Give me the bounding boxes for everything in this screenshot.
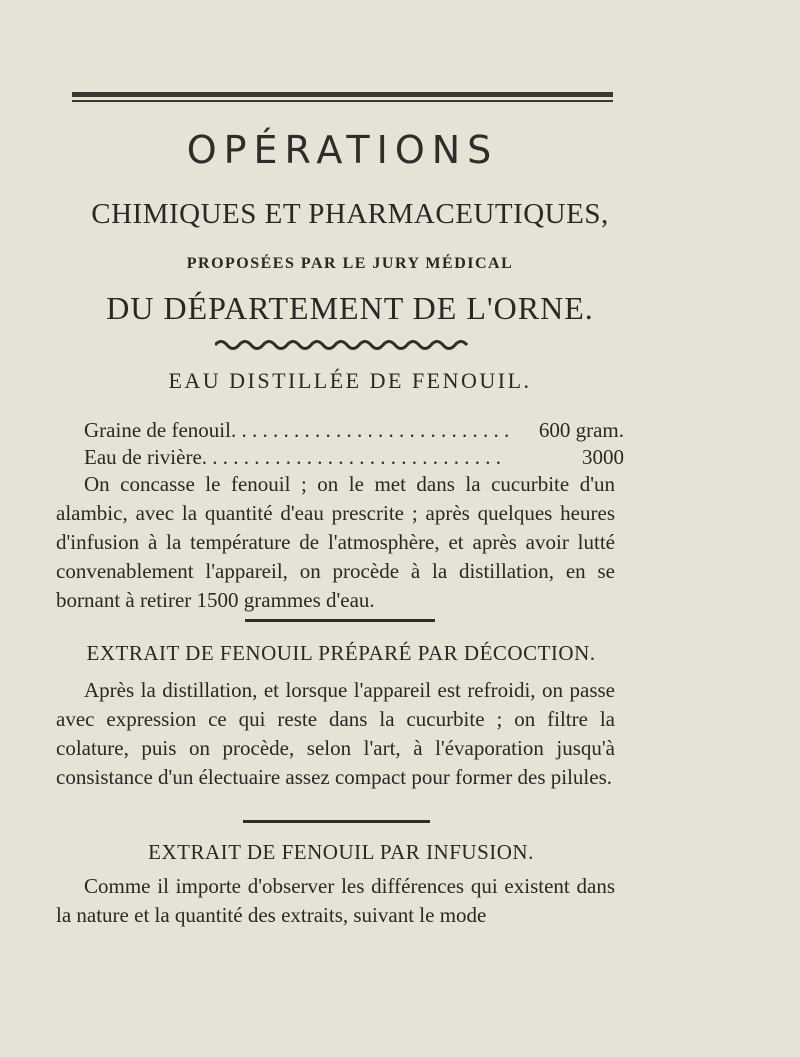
ingredient-quantity: 600 gram. [535,418,624,443]
main-title: OPÉRATIONS [186,128,499,172]
ingredient-quantity: 3000 [578,445,624,470]
section-heading-eau-distillee: EAU DISTILLÉE DE FENOUIL. [168,368,532,393]
top-thin-rule [72,100,613,102]
top-double-rule [72,92,613,97]
subtitle: CHIMIQUES ET PHARMACEUTIQUES, [91,198,609,230]
section2-paragraph: Après la distillation, et lorsque l'appareil est refroidi, on passe avec expression ce qui reste dans la cucurbite ; on filtre la colature, puis on procède, selon l'art, à l'évaporation jusqu'à consistance d'un électuaire assez compact pour former des pilules. [56,678,615,789]
leader-dots: . . . . . . . . . . . . . . . . . . . . . . . . . . . . [212,445,502,469]
ingredient-name: Graine de fenouil. [84,418,237,442]
ingredient-row [84,418,624,443]
section-heading-infusion: EXTRAIT DE FENOUIL PAR INFUSION. [148,840,534,864]
section3-paragraph: Comme il importe d'observer les différences qui existent dans la nature et la quantité des extraits, suivant le mode [56,874,615,927]
leader-dots: . . . . . . . . . . . . . . . . . . . . . . . . . . [241,418,510,442]
ingredient-row [84,445,624,470]
proposed-by-line: PROPOSÉES PAR LE JURY MÉDICAL [186,255,514,272]
ornament-divider [215,338,470,352]
department-line: DU DÉPARTEMENT DE L'ORNE. [106,290,594,326]
section-separator [243,820,430,823]
ingredient-name: Eau de rivière. [84,445,208,469]
section1-paragraph: On concasse le fenouil ; on le met dans la cucurbite d'un alambic, avec la quantité d'eau prescrite ; après quelques heures d'infusion à la température de l'atmosphère, et après avoir lutté convenablement l'appareil, on procède à la distillation, en se bornant à retirer 1500 grammes d'eau. [56,472,615,612]
section-separator [245,619,435,622]
section-heading-decoction: EXTRAIT DE FENOUIL PRÉPARÉ PAR DÉCOCTION. [86,641,596,665]
